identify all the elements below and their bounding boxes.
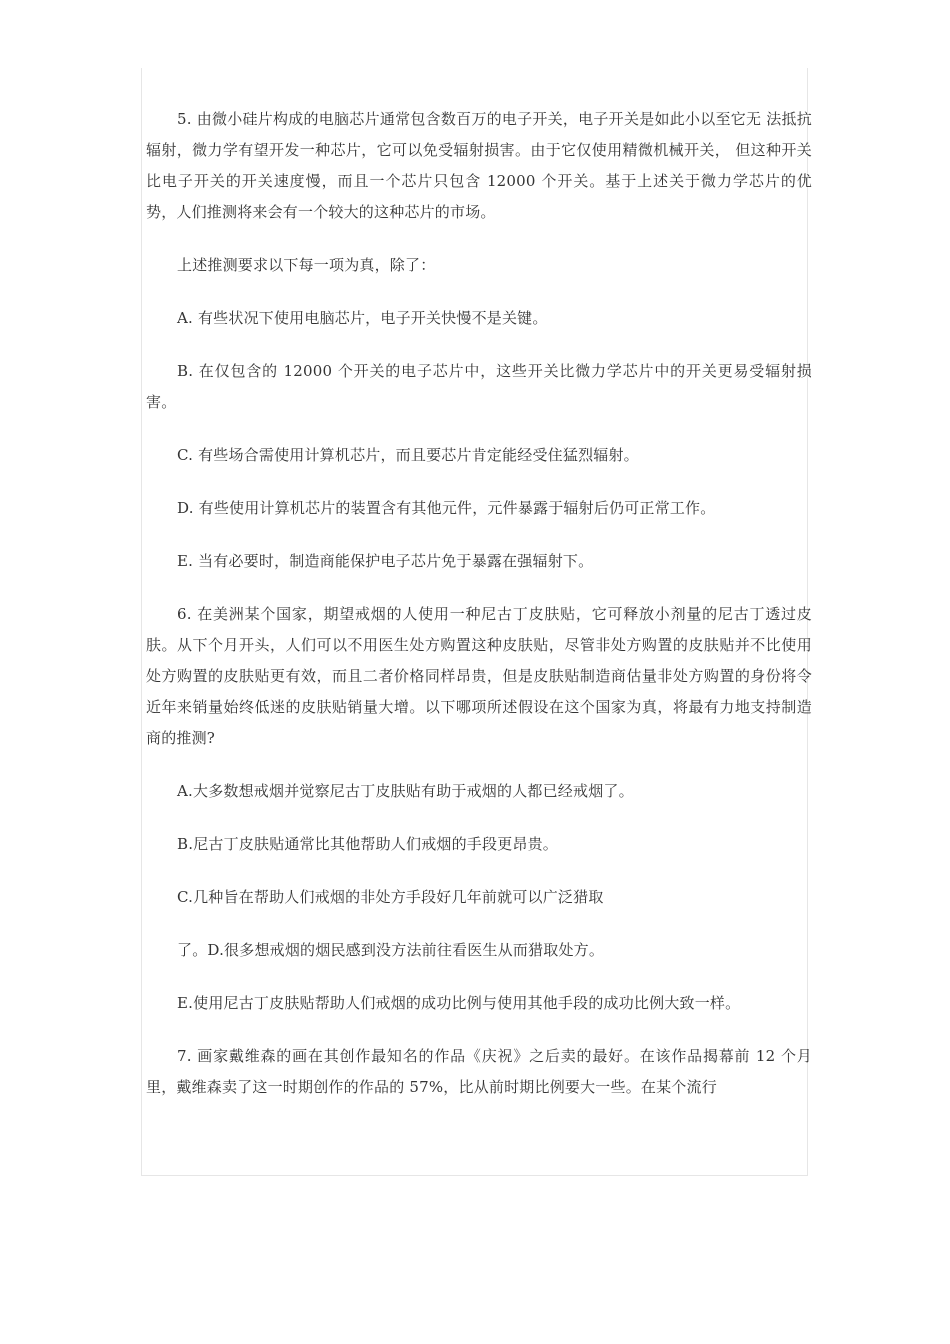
question-6-option-e: E.使用尼古丁皮肤贴帮助人们戒烟的成功比例与使用其他手段的成功比例大致一样。: [177, 994, 741, 1012]
question-5-stem: 5. 由微小硅片构成的电脑芯片通常包含数百万的电子开关，电子开关是如此小以至它无 法抵抗辐射，微力学有望开发一种芯片，它可以免受辐射损害。由于它仅使用精微机械开关， 但这种开关比电子开关的开关速度慢，而且一个芯片只包含 12000 个开关。基于上述关于微力学芯片的优势，人们推测将来会有一个较大的这种芯片的市场。: [146, 110, 812, 221]
question-7-stem: 7. 画家戴维森的画在其创作最知名的作品《庆祝》之后卖的最好。在该作品揭幕前 12 个月里，戴维森卖了这一时期创作的作品的 57%，比从前时期比例要大一些。在某个流行: [146, 1047, 812, 1096]
question-6-option-c: C.几种旨在帮助人们戒烟的非处方手段好几年前就可以广泛猎取: [177, 888, 604, 906]
question-6-option-b: B.尼古丁皮肤贴通常比其他帮助人们戒烟的手段更昂贵。: [177, 835, 558, 853]
question-5-prompt: 上述推测要求以下每一项为真，除了：: [177, 256, 436, 274]
question-6-option-d: 了。D.很多想戒烟的烟民感到没方法前往看医生从而猎取处方。: [177, 941, 605, 959]
document-body: [146, 104, 812, 1103]
question-5-option-c: C. 有些场合需使用计算机芯片，而且要芯片肯定能经受住猛烈辐射。: [177, 446, 639, 464]
question-5-option-a: A. 有些状况下使用电脑芯片，电子开关快慢不是关键。: [177, 309, 548, 327]
question-5-option-d: D. 有些使用计算机芯片的装置含有其他元件，元件暴露于辐射后仍可正常工作。: [177, 499, 716, 517]
question-5-option-b: B. 在仅包含的 12000 个开关的电子芯片中，这些开关比微力学芯片中的开关更易受辐射损害。: [146, 362, 812, 411]
question-6-stem: 6. 在美洲某个国家，期望戒烟的人使用一种尼古丁皮肤贴，它可释放小剂量的尼古丁透过皮肤。从下个月开头，人们可以不用医生处方购置这种皮肤贴，尽管非处方购置的皮肤贴并不比使用处方购置的皮肤贴更有效，而且二者价格同样昂贵，但是皮肤贴制造商估量非处方购置的身份将令近年来销量始终低迷的皮肤贴销量大增。以下哪项所述假设在这个国家为真，将最有力地支持制造商的推测?: [146, 605, 812, 747]
question-5-option-e: E. 当有必要时，制造商能保护电子芯片免于暴露在强辐射下。: [177, 552, 594, 570]
question-6-option-a: A.大多数想戒烟并觉察尼古丁皮肤贴有助于戒烟的人都已经戒烟了。: [177, 782, 634, 800]
